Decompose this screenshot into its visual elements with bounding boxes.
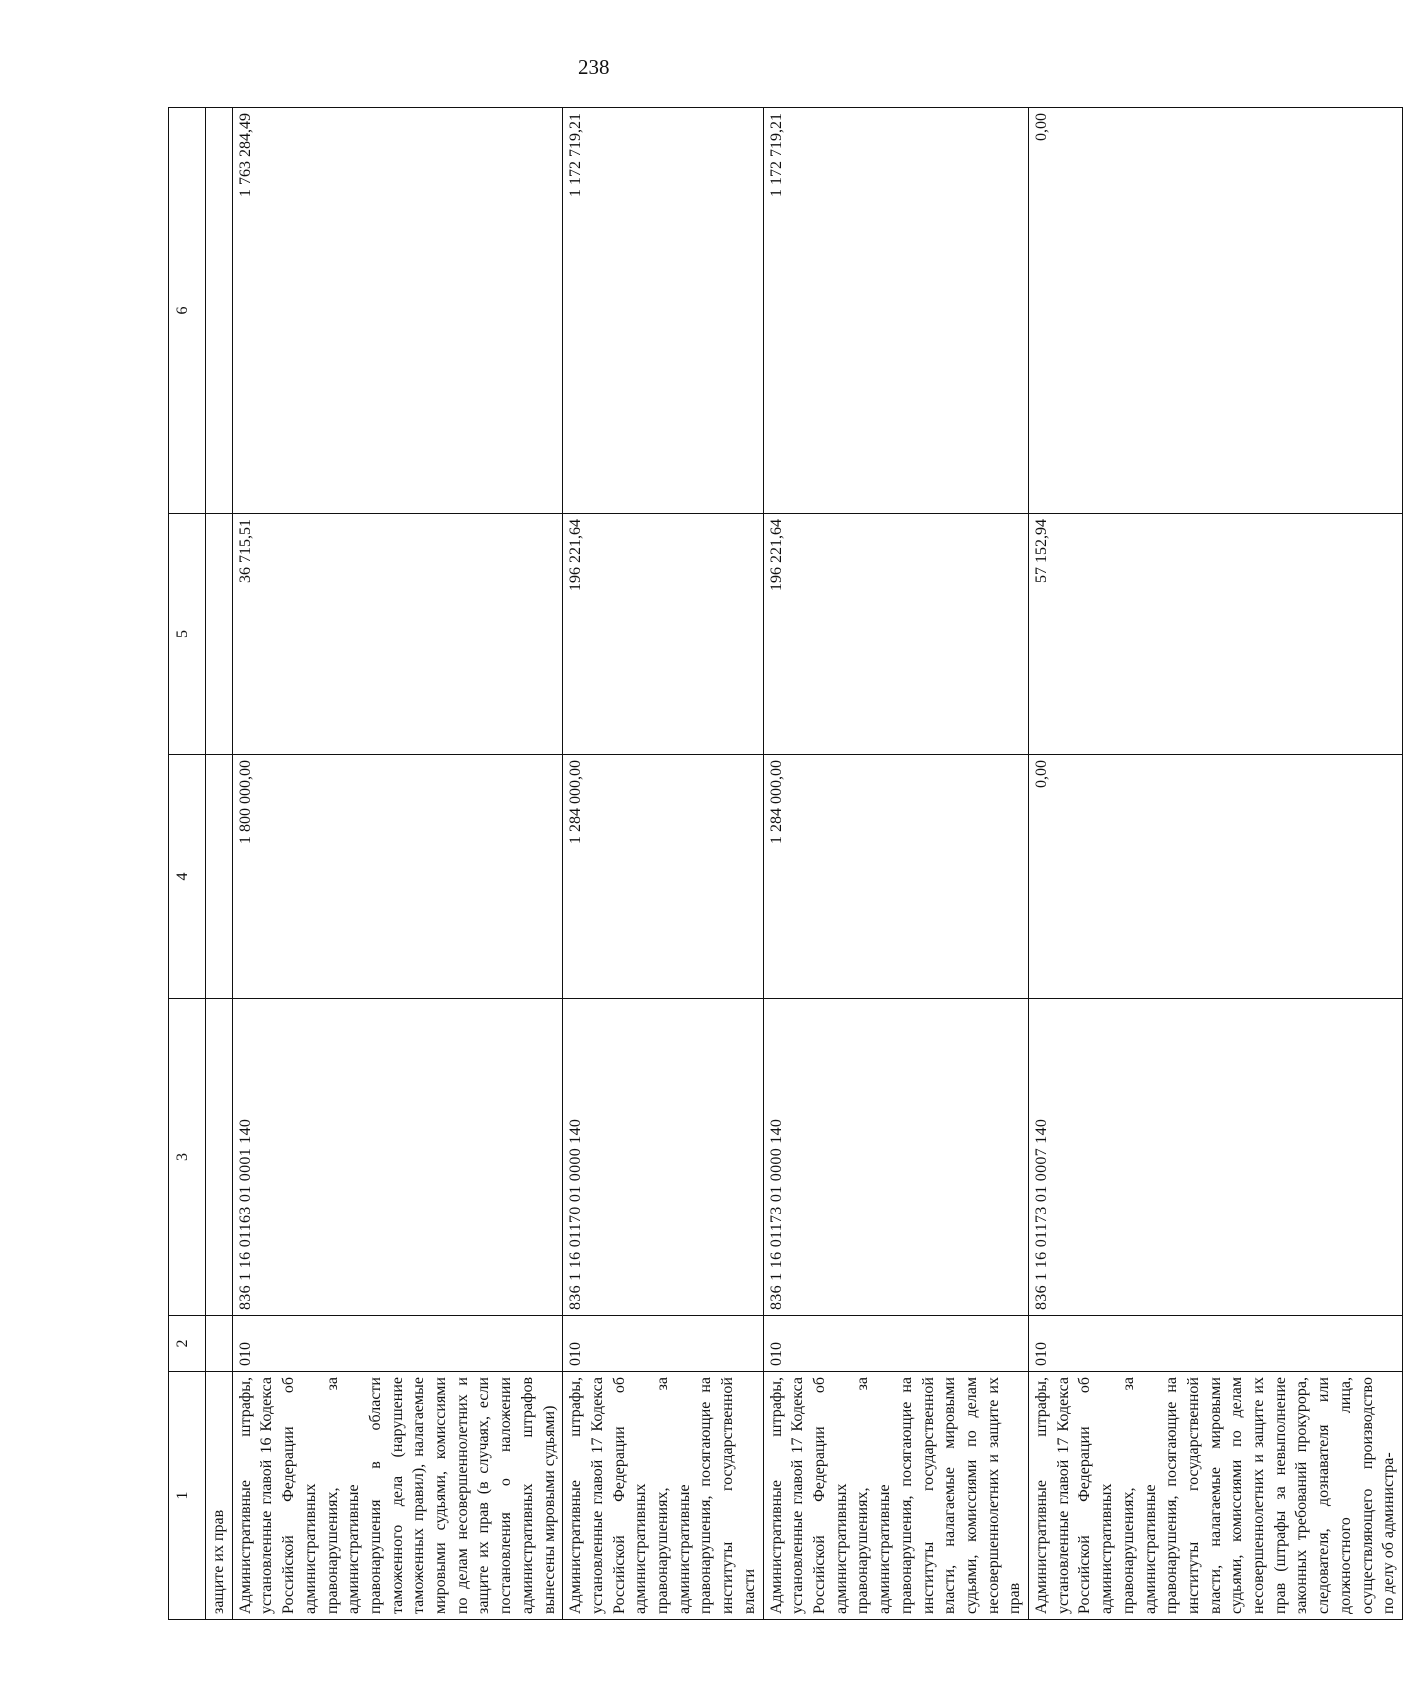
- row-executed-amount: 57 152,94: [1029, 514, 1403, 755]
- empty-cell: [206, 999, 233, 1316]
- page-number: 238: [578, 55, 610, 79]
- row-line-code: 010: [1029, 1316, 1403, 1372]
- row-unexecuted-amount: 0,00: [1029, 108, 1403, 514]
- row-line-code: 010: [763, 1316, 1028, 1372]
- row-approved-amount: 0,00: [1029, 755, 1403, 999]
- row-kbk-code: 836 1 16 01173 01 0007 140: [1029, 999, 1403, 1316]
- column-header-4: 4: [169, 755, 206, 999]
- column-header-6: 6: [169, 108, 206, 514]
- row-approved-amount: 1 284 000,00: [563, 755, 763, 999]
- row-description: Административные штрафы, установленные главой 16 Кодекса Российской Федерации об административных правонарушениях, за административные правонарушения в области таможенного дела (нарушение таможенных правил), налагаемые мировыми судьями, комиссиями по делам несовершеннолетних и защите их прав (в случаях, если постановления о наложении административных штрафов вынесены мировыми судьями): [232, 1372, 563, 1620]
- row-approved-amount: 1 284 000,00: [763, 755, 1028, 999]
- row-unexecuted-amount: 1 172 719,21: [763, 108, 1028, 514]
- empty-cell: [206, 514, 233, 755]
- column-header-1: 1: [169, 1372, 206, 1620]
- table-row: [763, 108, 1028, 1620]
- row-kbk-code: 836 1 16 01163 01 0001 140: [232, 999, 563, 1316]
- row-executed-amount: 36 715,51: [232, 514, 563, 755]
- table-row: [1029, 108, 1403, 1620]
- row-description: Административные штрафы, установленные главой 17 Кодекса Российской Федерации об административных правонарушениях, за административные правонарушения, посягающие на институты государственной власти: [563, 1372, 763, 1620]
- row-approved-amount: 1 800 000,00: [232, 755, 563, 999]
- table-row: [563, 108, 763, 1620]
- continuation-row: [206, 108, 233, 1620]
- empty-cell: [206, 108, 233, 514]
- row-unexecuted-amount: 1 172 719,21: [563, 108, 763, 514]
- row-line-code: 010: [563, 1316, 763, 1372]
- column-header-3: 3: [169, 999, 206, 1316]
- row-executed-amount: 196 221,64: [563, 514, 763, 755]
- row-description: Административные штрафы, установленные главой 17 Кодекса Российской Федерации об административных правонарушениях, за административные правонарушения, посягающие на институты государственной власти, налагаемые мировыми судьями, комиссиями по делам несовершеннолетних и защите их прав: [763, 1372, 1028, 1620]
- empty-cell: [206, 755, 233, 999]
- table-row: [232, 108, 563, 1620]
- header-row: [169, 108, 206, 1620]
- empty-cell: [206, 1316, 233, 1372]
- column-header-5: 5: [169, 514, 206, 755]
- row-line-code: 010: [232, 1316, 563, 1372]
- row-kbk-code: 836 1 16 01173 01 0000 140: [763, 999, 1028, 1316]
- row-kbk-code: 836 1 16 01170 01 0000 140: [563, 999, 763, 1316]
- row-unexecuted-amount: 1 763 284,49: [232, 108, 563, 514]
- column-header-2: 2: [169, 1316, 206, 1372]
- continuation-text: защите их прав: [206, 1372, 233, 1620]
- row-description: Административные штрафы, установленные главой 17 Кодекса Российской Федерации об административных правонарушениях, за административные правонарушения, посягающие на институты государственной власти, налагаемые мировыми судьями, комиссиями по делам несовершеннолетних и защите их прав (штрафы за невыполнение законных требований прокурора, следователя, дознавателя или должностного лица, осуществляющего производство по делу об администра-: [1029, 1372, 1403, 1620]
- row-executed-amount: 196 221,64: [763, 514, 1028, 755]
- rotated-page-content: [168, 108, 1398, 1620]
- budget-table: [168, 107, 1403, 1620]
